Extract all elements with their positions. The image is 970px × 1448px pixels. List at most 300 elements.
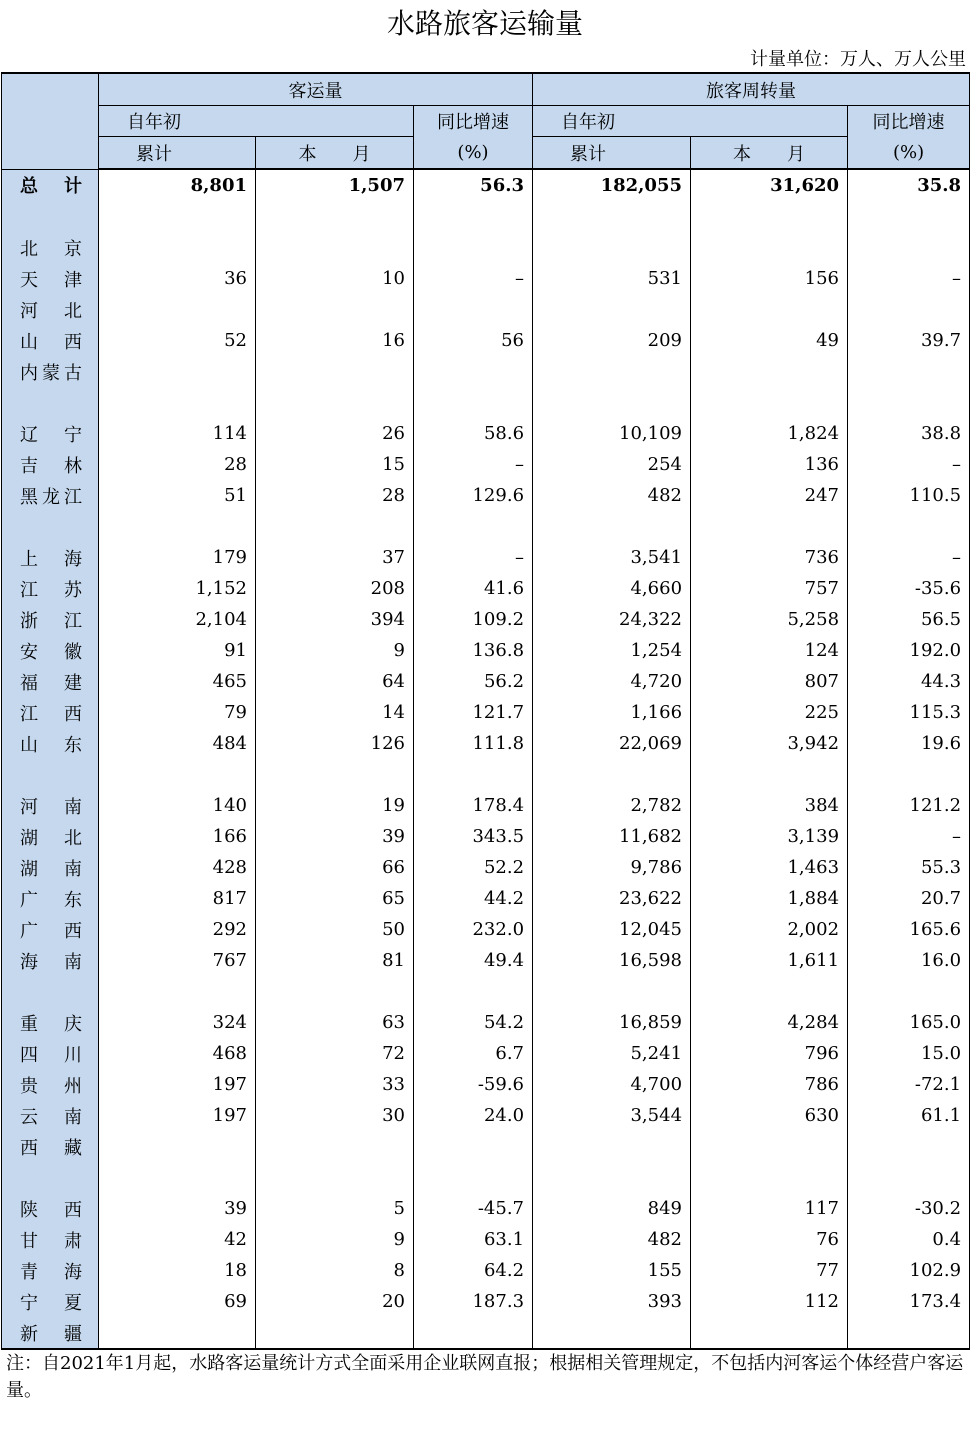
region-cell [2, 635, 99, 666]
region-cell [2, 914, 99, 945]
value-cell: 2,002 [691, 914, 848, 945]
header-month-2: 本 月 [691, 137, 848, 170]
region-label: 山西 [20, 331, 82, 353]
page-title: 水路旅客运输量 [386, 7, 583, 40]
value-cell: 49 [691, 325, 848, 356]
value-cell [99, 201, 256, 232]
table-row [2, 1069, 970, 1100]
region-label: 宁夏 [20, 1292, 82, 1314]
value-cell [99, 387, 256, 418]
region-label: 吉林 [20, 455, 82, 477]
value-cell: -30.2 [848, 1193, 970, 1224]
value-cell: 102.9 [848, 1255, 970, 1286]
value-cell: 117 [691, 1193, 848, 1224]
region-cell [2, 728, 99, 759]
value-cell: 1,463 [691, 852, 848, 883]
table-row [2, 1224, 970, 1255]
value-cell: 35.8 [848, 169, 970, 201]
value-cell: 2,782 [533, 790, 691, 821]
value-cell: 482 [533, 1224, 691, 1255]
value-cell: 51 [99, 480, 256, 511]
value-cell: 136.8 [414, 635, 533, 666]
value-cell [256, 232, 414, 263]
region-label: 贵州 [20, 1075, 82, 1097]
unit-label: 计量单位：万人、万人公里 [750, 49, 966, 70]
header-yoy-top: 同比增速 [414, 106, 533, 137]
table-row [2, 169, 970, 201]
region-label: 安徽 [20, 641, 82, 663]
value-cell [691, 232, 848, 263]
region-label: 云南 [20, 1106, 82, 1128]
value-cell: – [848, 542, 970, 573]
value-cell: 5,258 [691, 604, 848, 635]
region-cell [2, 697, 99, 728]
table-header [2, 73, 970, 169]
value-cell: 44.2 [414, 883, 533, 914]
value-cell: 630 [691, 1100, 848, 1131]
value-cell: – [848, 263, 970, 294]
value-cell [414, 201, 533, 232]
value-cell: 36 [99, 263, 256, 294]
table-row [2, 728, 970, 759]
region-cell [2, 1255, 99, 1286]
value-cell: 3,139 [691, 821, 848, 852]
region-label: 西藏 [20, 1137, 82, 1159]
table-row [2, 790, 970, 821]
value-cell: 50 [256, 914, 414, 945]
region-label: 湖南 [20, 858, 82, 880]
value-cell: 39.7 [848, 325, 970, 356]
value-cell: 121.7 [414, 697, 533, 728]
value-cell [848, 201, 970, 232]
value-cell [848, 1131, 970, 1162]
value-cell: 1,166 [533, 697, 691, 728]
value-cell: 1,254 [533, 635, 691, 666]
value-cell: 807 [691, 666, 848, 697]
region-label: 黑龙江 [20, 486, 82, 508]
value-cell: 393 [533, 1286, 691, 1317]
value-cell: 136 [691, 449, 848, 480]
value-cell: 465 [99, 666, 256, 697]
value-cell: 155 [533, 1255, 691, 1286]
value-cell: 1,507 [256, 169, 414, 201]
table-row [2, 1038, 970, 1069]
value-cell: 9,786 [533, 852, 691, 883]
region-cell [2, 1100, 99, 1131]
value-cell [414, 511, 533, 542]
value-cell: 165.6 [848, 914, 970, 945]
value-cell: 81 [256, 945, 414, 976]
value-cell: 16 [256, 325, 414, 356]
table-row [2, 883, 970, 914]
table-row [2, 201, 970, 232]
header-ytd-bottom: 累计 [99, 137, 256, 170]
table-row [2, 542, 970, 573]
value-cell: 37 [256, 542, 414, 573]
value-cell: 182,055 [533, 169, 691, 201]
value-cell: 4,720 [533, 666, 691, 697]
table-row [2, 1131, 970, 1162]
value-cell: 61.1 [848, 1100, 970, 1131]
table-row [2, 480, 970, 511]
header-yoy-bottom: (%) [414, 137, 533, 170]
value-cell: 531 [533, 263, 691, 294]
value-cell: 16.0 [848, 945, 970, 976]
value-cell: 64.2 [414, 1255, 533, 1286]
value-cell: -72.1 [848, 1069, 970, 1100]
value-cell: 192.0 [848, 635, 970, 666]
value-cell: 110.5 [848, 480, 970, 511]
value-cell: 817 [99, 883, 256, 914]
value-cell: 49.4 [414, 945, 533, 976]
table-row [2, 294, 970, 325]
value-cell: 26 [256, 418, 414, 449]
table-row [2, 418, 970, 449]
value-cell: 3,942 [691, 728, 848, 759]
region-cell [2, 852, 99, 883]
value-cell: 109.2 [414, 604, 533, 635]
value-cell: 69 [99, 1286, 256, 1317]
value-cell: 232.0 [414, 914, 533, 945]
region-cell [2, 294, 99, 325]
value-cell: 28 [99, 449, 256, 480]
value-cell: 209 [533, 325, 691, 356]
value-cell: 166 [99, 821, 256, 852]
region-cell [2, 418, 99, 449]
value-cell [533, 511, 691, 542]
region-label: 广东 [20, 889, 82, 911]
value-cell: 41.6 [414, 573, 533, 604]
value-cell: – [848, 821, 970, 852]
region-cell [2, 1193, 99, 1224]
value-cell [99, 294, 256, 325]
value-cell [848, 976, 970, 1007]
region-label: 陕西 [20, 1199, 82, 1221]
value-cell: 52 [99, 325, 256, 356]
table-row [2, 1317, 970, 1349]
value-cell: 482 [533, 480, 691, 511]
value-cell [691, 976, 848, 1007]
value-cell: 247 [691, 480, 848, 511]
region-label: 天津 [20, 269, 82, 291]
region-cell [2, 1317, 99, 1349]
value-cell [99, 1317, 256, 1349]
value-cell: 56.5 [848, 604, 970, 635]
value-cell: 20.7 [848, 883, 970, 914]
table-row [2, 356, 970, 387]
region-label: 青海 [20, 1261, 82, 1283]
value-cell: 4,660 [533, 573, 691, 604]
value-cell: 39 [99, 1193, 256, 1224]
value-cell [99, 511, 256, 542]
table-row [2, 1100, 970, 1131]
table-row [2, 573, 970, 604]
value-cell: 208 [256, 573, 414, 604]
value-cell: 121.2 [848, 790, 970, 821]
region-cell [2, 666, 99, 697]
region-label: 广西 [20, 920, 82, 942]
region-label: 总 计 [20, 176, 82, 198]
value-cell: 767 [99, 945, 256, 976]
value-cell [414, 294, 533, 325]
value-cell: 124 [691, 635, 848, 666]
value-cell: 187.3 [414, 1286, 533, 1317]
table-row [2, 511, 970, 542]
value-cell [99, 976, 256, 1007]
value-cell [533, 294, 691, 325]
region-cell [2, 201, 99, 232]
value-cell [414, 976, 533, 1007]
table-row [2, 852, 970, 883]
table-row [2, 635, 970, 666]
value-cell: 114 [99, 418, 256, 449]
region-label: 湖北 [20, 827, 82, 849]
value-cell: 65 [256, 883, 414, 914]
value-cell: -45.7 [414, 1193, 533, 1224]
region-cell [2, 480, 99, 511]
value-cell [99, 356, 256, 387]
table-row [2, 945, 970, 976]
region-cell [2, 759, 99, 790]
region-label: 海南 [20, 951, 82, 973]
region-cell [2, 325, 99, 356]
value-cell [256, 387, 414, 418]
value-cell [691, 1162, 848, 1193]
value-cell: 9 [256, 635, 414, 666]
value-cell: 1,884 [691, 883, 848, 914]
value-cell: 33 [256, 1069, 414, 1100]
table-row [2, 1007, 970, 1038]
value-cell [533, 1131, 691, 1162]
value-cell [533, 1317, 691, 1349]
header-passenger-turnover: 旅客周转量 [533, 73, 970, 106]
value-cell: 66 [256, 852, 414, 883]
region-label: 江西 [20, 703, 82, 725]
value-cell: 31,620 [691, 169, 848, 201]
value-cell: 39 [256, 821, 414, 852]
value-cell [99, 759, 256, 790]
table-row [2, 232, 970, 263]
value-cell: 0.4 [848, 1224, 970, 1255]
region-label: 甘肃 [20, 1230, 82, 1252]
value-cell [691, 201, 848, 232]
header-ytd-bottom-2: 累计 [533, 137, 691, 170]
value-cell: 1,152 [99, 573, 256, 604]
table-row [2, 325, 970, 356]
region-label: 四川 [20, 1044, 82, 1066]
value-cell: 126 [256, 728, 414, 759]
value-cell [848, 759, 970, 790]
region-cell [2, 883, 99, 914]
value-cell [256, 511, 414, 542]
value-cell: 786 [691, 1069, 848, 1100]
value-cell [848, 294, 970, 325]
value-cell: 2,104 [99, 604, 256, 635]
passenger-transport-table [1, 72, 970, 1350]
value-cell: 292 [99, 914, 256, 945]
value-cell [256, 1317, 414, 1349]
value-cell: 63.1 [414, 1224, 533, 1255]
value-cell: 58.6 [414, 418, 533, 449]
value-cell: 111.8 [414, 728, 533, 759]
value-cell [256, 356, 414, 387]
value-cell [414, 387, 533, 418]
value-cell [691, 1131, 848, 1162]
value-cell [848, 387, 970, 418]
region-cell [2, 542, 99, 573]
value-cell [414, 232, 533, 263]
value-cell: 4,284 [691, 1007, 848, 1038]
header-yoy-top-2: 同比增速 [848, 106, 970, 137]
value-cell: 5,241 [533, 1038, 691, 1069]
table-row [2, 697, 970, 728]
value-cell [848, 511, 970, 542]
value-cell [691, 511, 848, 542]
value-cell [533, 387, 691, 418]
value-cell: 173.4 [848, 1286, 970, 1317]
value-cell: 10 [256, 263, 414, 294]
value-cell [256, 1131, 414, 1162]
header-month: 本 月 [256, 137, 414, 170]
value-cell: 54.2 [414, 1007, 533, 1038]
value-cell [414, 1131, 533, 1162]
value-cell: 225 [691, 697, 848, 728]
region-cell [2, 945, 99, 976]
table-row [2, 449, 970, 480]
value-cell [691, 356, 848, 387]
region-label: 江苏 [20, 579, 82, 601]
region-cell [2, 1286, 99, 1317]
value-cell: -35.6 [848, 573, 970, 604]
value-cell [848, 356, 970, 387]
value-cell: 165.0 [848, 1007, 970, 1038]
value-cell [691, 294, 848, 325]
value-cell [848, 232, 970, 263]
value-cell: 77 [691, 1255, 848, 1286]
value-cell: 343.5 [414, 821, 533, 852]
value-cell: 91 [99, 635, 256, 666]
value-cell: 8,801 [99, 169, 256, 201]
value-cell [414, 759, 533, 790]
value-cell [256, 759, 414, 790]
value-cell: 42 [99, 1224, 256, 1255]
value-cell: 24.0 [414, 1100, 533, 1131]
value-cell: 16,859 [533, 1007, 691, 1038]
region-cell [2, 169, 99, 201]
value-cell [691, 387, 848, 418]
value-cell: 4,700 [533, 1069, 691, 1100]
value-cell: 52.2 [414, 852, 533, 883]
header-corner [2, 73, 99, 169]
value-cell: 8 [256, 1255, 414, 1286]
region-cell [2, 1007, 99, 1038]
region-cell [2, 511, 99, 542]
value-cell [533, 232, 691, 263]
region-cell [2, 449, 99, 480]
value-cell: 20 [256, 1286, 414, 1317]
value-cell [691, 1317, 848, 1349]
value-cell: 30 [256, 1100, 414, 1131]
value-cell [533, 1162, 691, 1193]
value-cell: 468 [99, 1038, 256, 1069]
region-label: 河北 [20, 300, 82, 322]
region-label: 上海 [20, 548, 82, 570]
value-cell: 14 [256, 697, 414, 728]
region-cell [2, 387, 99, 418]
region-cell [2, 232, 99, 263]
value-cell: 56.3 [414, 169, 533, 201]
value-cell: 3,544 [533, 1100, 691, 1131]
value-cell [256, 976, 414, 1007]
table-row [2, 1162, 970, 1193]
table-body [2, 169, 970, 1349]
footnote: 注：自2021年1月起，水路客运量统计方式全面采用企业联网直报；根据相关管理规定，不包括内河客运个体经营户客运量。 [6, 1353, 964, 1401]
value-cell: 11,682 [533, 821, 691, 852]
region-cell [2, 356, 99, 387]
region-cell [2, 573, 99, 604]
table-row [2, 1255, 970, 1286]
value-cell: 5 [256, 1193, 414, 1224]
region-cell [2, 1069, 99, 1100]
region-label: 内蒙古 [20, 362, 82, 384]
value-cell [533, 759, 691, 790]
header-ytd-top-2: 自年初 [533, 106, 848, 137]
value-cell: 38.8 [848, 418, 970, 449]
value-cell [691, 759, 848, 790]
region-label: 浙江 [20, 610, 82, 632]
region-cell [2, 790, 99, 821]
value-cell [256, 201, 414, 232]
value-cell [99, 1162, 256, 1193]
region-label: 辽宁 [20, 424, 82, 446]
value-cell: 178.4 [414, 790, 533, 821]
table-row [2, 976, 970, 1007]
region-cell [2, 604, 99, 635]
value-cell [256, 294, 414, 325]
table-row [2, 759, 970, 790]
region-cell [2, 1224, 99, 1255]
value-cell [848, 1162, 970, 1193]
value-cell [99, 232, 256, 263]
table-row [2, 914, 970, 945]
value-cell: 63 [256, 1007, 414, 1038]
value-cell: 484 [99, 728, 256, 759]
value-cell: 9 [256, 1224, 414, 1255]
value-cell: – [414, 449, 533, 480]
value-cell: 44.3 [848, 666, 970, 697]
value-cell: 64 [256, 666, 414, 697]
value-cell: -59.6 [414, 1069, 533, 1100]
value-cell: 16,598 [533, 945, 691, 976]
value-cell: 10,109 [533, 418, 691, 449]
value-cell: 796 [691, 1038, 848, 1069]
region-label: 新疆 [20, 1323, 82, 1345]
header-ytd-top: 自年初 [99, 106, 414, 137]
value-cell: 197 [99, 1100, 256, 1131]
region-cell [2, 1038, 99, 1069]
region-label: 福建 [20, 672, 82, 694]
value-cell: 72 [256, 1038, 414, 1069]
value-cell: – [848, 449, 970, 480]
value-cell: 19.6 [848, 728, 970, 759]
value-cell: 394 [256, 604, 414, 635]
value-cell: 757 [691, 573, 848, 604]
table-row [2, 666, 970, 697]
value-cell [99, 1131, 256, 1162]
value-cell: 197 [99, 1069, 256, 1100]
value-cell [848, 1317, 970, 1349]
region-label: 北京 [20, 238, 82, 260]
